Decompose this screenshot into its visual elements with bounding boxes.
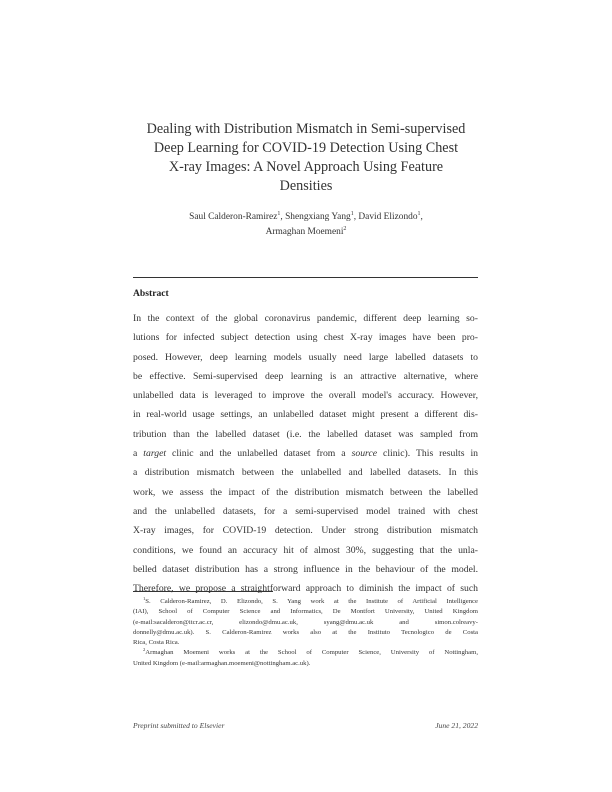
abstract-fragment: a [133, 448, 144, 460]
footnote-mark: 1 [143, 597, 146, 601]
abstract-top-rule [133, 277, 478, 278]
footnote-line: (IAI), School of Computer Science and Informatics, De Montfort University, United Kingdom [133, 608, 478, 616]
footnote-line: Rica, Costa Rica. [133, 639, 180, 647]
footnote-text: S. Calderon-Ramirez, D. Elizondo, S. Yang work at the Institute of Artificial Intelligence [145, 598, 478, 605]
footnote-mark: 2 [143, 648, 146, 653]
abstract-text [133, 309, 478, 598]
footnote-rule [133, 591, 273, 592]
affiliation-mark: 2 [343, 225, 347, 232]
author-line [100, 225, 512, 240]
footnote-text: Armaghan Moemeni works at the School of Computer Science, University of Nottingham, [145, 649, 478, 657]
abstract-line: Therefore, we propose a straightforward approach to diminish the impact of such [133, 583, 478, 595]
title-line: Dealing with Distribution Mismatch in Semi-supervised [146, 121, 466, 137]
abstract-line: conditions, we found an accuracy hit of almost 30%, suggesting that the unla- [133, 544, 478, 556]
author-separator: , [353, 212, 359, 222]
abstract-line: lutions for infected subject detection using chest X-ray images have been pro- [133, 332, 478, 344]
footnote-2 [133, 648, 478, 669]
author-separator: , [280, 212, 286, 222]
preprint-note: Preprint submitted to Elsevier [133, 721, 225, 730]
abstract-heading: Abstract [133, 288, 169, 299]
author-list [100, 210, 512, 239]
abstract-emphasis: source [351, 448, 378, 460]
footnote-line [133, 648, 478, 658]
author-name: Armaghan Moemeni [265, 226, 344, 237]
abstract-line: and the unlabelled datasets, for a semi-supervised model trained with chest [133, 505, 478, 517]
abstract-fragment: clinic and the unlabelled dataset from a [166, 448, 352, 460]
affiliation-mark: 1 [277, 210, 281, 217]
abstract-line: In the context of the global coronavirus pandemic, different deep learning so- [133, 313, 478, 324]
abstract-line: posed. However, deep learning models usually need large labelled datasets to [133, 351, 478, 363]
abstract-emphasis: target [143, 448, 167, 460]
author-line [100, 210, 512, 225]
abstract-line [133, 444, 478, 463]
abstract-line: be effective. Semi-supervised deep learning is an attractive alternative, where [133, 370, 478, 382]
abstract-line: in real-world usage settings, an unlabelled dataset might present a different dis- [133, 409, 478, 421]
footnote-1 [133, 597, 478, 648]
paper-title [120, 120, 492, 196]
abstract-line: unlabelled data is leveraged to improve the overall model's accuracy. However, [133, 390, 478, 402]
author-name: David Elizondo [358, 212, 418, 222]
affiliation-mark: 1 [350, 210, 354, 217]
footnote-line: donnelly@dmu.ac.uk). S. Calderon-Ramirez works also at the Instituto Tecnologico de Costa [133, 628, 478, 636]
affiliation-mark: 1 [417, 210, 421, 217]
author-separator: , [420, 212, 423, 222]
footnote-line: United Kingdom (e-mail:armaghan.moemeni@nottingham.ac.uk). [133, 659, 311, 667]
preprint-date: June 21, 2022 [435, 721, 478, 730]
title-line: Deep Learning for COVID-19 Detection Using Chest [153, 140, 459, 156]
footnote-line [133, 597, 478, 607]
footnote-line: (e-mail:sacalderon@itcr.ac.cr, elizondo@dmu.ac.uk, syang@dmu.ac.uk and simon.colreavy- [133, 618, 478, 626]
title-line: Densities [279, 178, 333, 194]
abstract-line: X-ray images, for COVID-19 detection. Under strong distribution mismatch [133, 525, 478, 537]
author-name: Saul Calderon-Ramirez [189, 212, 278, 222]
abstract-line: a distribution mismatch between the unlabelled and labelled datasets. In this [133, 467, 478, 479]
title-line: X-ray Images: A Novel Approach Using Feature [168, 159, 444, 175]
abstract-fragment: clinic). This results in [377, 448, 478, 460]
footnotes [133, 597, 478, 669]
author-name: Shengxiang Yang [285, 212, 351, 222]
abstract-line: work, we assess the impact of the distribution mismatch between the labelled [133, 486, 478, 498]
abstract-line: belled dataset distribution has a strong influence in the behaviour of the model. [133, 563, 478, 575]
abstract-line: tribution than the labelled dataset (i.e. the labelled dataset was sampled from [133, 428, 478, 440]
